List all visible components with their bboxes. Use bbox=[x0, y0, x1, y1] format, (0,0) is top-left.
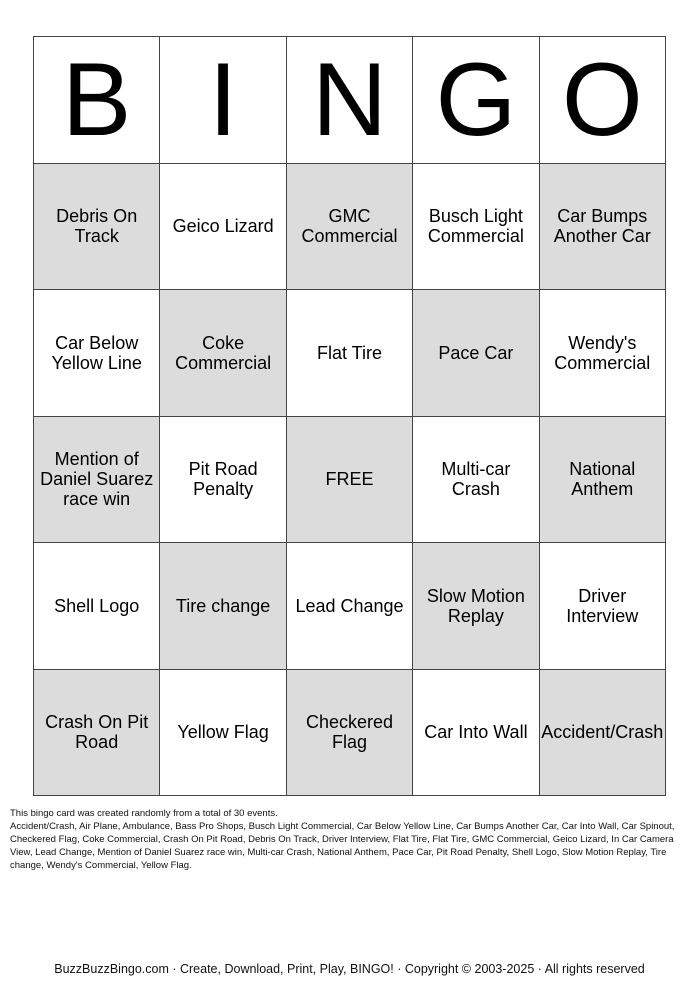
header-b: B bbox=[34, 37, 160, 164]
bingo-cell: Slow Motion Replay bbox=[413, 543, 539, 670]
bingo-cell: Checkered Flag bbox=[287, 670, 413, 797]
bingo-cell: Crash On Pit Road bbox=[34, 670, 160, 797]
bingo-cell: Car Below Yellow Line bbox=[34, 290, 160, 417]
bingo-cell: National Anthem bbox=[540, 417, 666, 544]
info-intro: This bingo card was created randomly from a total of 30 events. bbox=[10, 808, 278, 819]
header-o: O bbox=[540, 37, 666, 164]
info-event-list: Accident/Crash, Air Plane, Ambulance, Bass Pro Shops, Busch Light Commercial, Car Below Yellow Line, Car Bumps Another Car, Car Into Wall, Car Spinout, Checkered Flag, Coke Commercial, Crash On Pit Road, Debris On Track, Driver Interview, Flat Tire, Flat Tire, GMC Commercial, Geico Lizard, In Car Camera View, Lead Change, Mention of Daniel Suarez race win, Multi-car Crash, National Anthem, Pace Car, Pit Road Penalty, Shell Logo, Slow Motion Replay, Tire change, Wendy's Commercial, Yellow Flag. bbox=[10, 821, 675, 871]
bingo-cell: Coke Commercial bbox=[160, 290, 286, 417]
bingo-cell: Geico Lizard bbox=[160, 164, 286, 291]
bingo-cell: Multi-car Crash bbox=[413, 417, 539, 544]
bingo-cell: Mention of Daniel Suarez race win bbox=[34, 417, 160, 544]
bingo-cell: Driver Interview bbox=[540, 543, 666, 670]
bingo-cell: GMC Commercial bbox=[287, 164, 413, 291]
site-footer: BuzzBuzzBingo.com · Create, Download, Print, Play, BINGO! · Copyright © 2003-2025 · All rights reserved bbox=[54, 962, 645, 976]
bingo-cell: Busch Light Commercial bbox=[413, 164, 539, 291]
free-space: FREE bbox=[287, 417, 413, 544]
header-g: G bbox=[413, 37, 539, 164]
card-info bbox=[10, 807, 692, 872]
bingo-cell: Car Into Wall bbox=[413, 670, 539, 797]
bingo-cell: Debris On Track bbox=[34, 164, 160, 291]
header-n: N bbox=[287, 37, 413, 164]
bingo-cell: Pit Road Penalty bbox=[160, 417, 286, 544]
bingo-cell: Wendy's Commercial bbox=[540, 290, 666, 417]
bingo-cell: Yellow Flag bbox=[160, 670, 286, 797]
bingo-cell: Shell Logo bbox=[34, 543, 160, 670]
bingo-cell: Accident/Crash bbox=[540, 670, 666, 797]
bingo-cell: Lead Change bbox=[287, 543, 413, 670]
bingo-card bbox=[33, 36, 666, 796]
header-i: I bbox=[160, 37, 286, 164]
bingo-cell: Pace Car bbox=[413, 290, 539, 417]
bingo-cell: Flat Tire bbox=[287, 290, 413, 417]
bingo-cell: Tire change bbox=[160, 543, 286, 670]
bingo-cell: Car Bumps Another Car bbox=[540, 164, 666, 291]
